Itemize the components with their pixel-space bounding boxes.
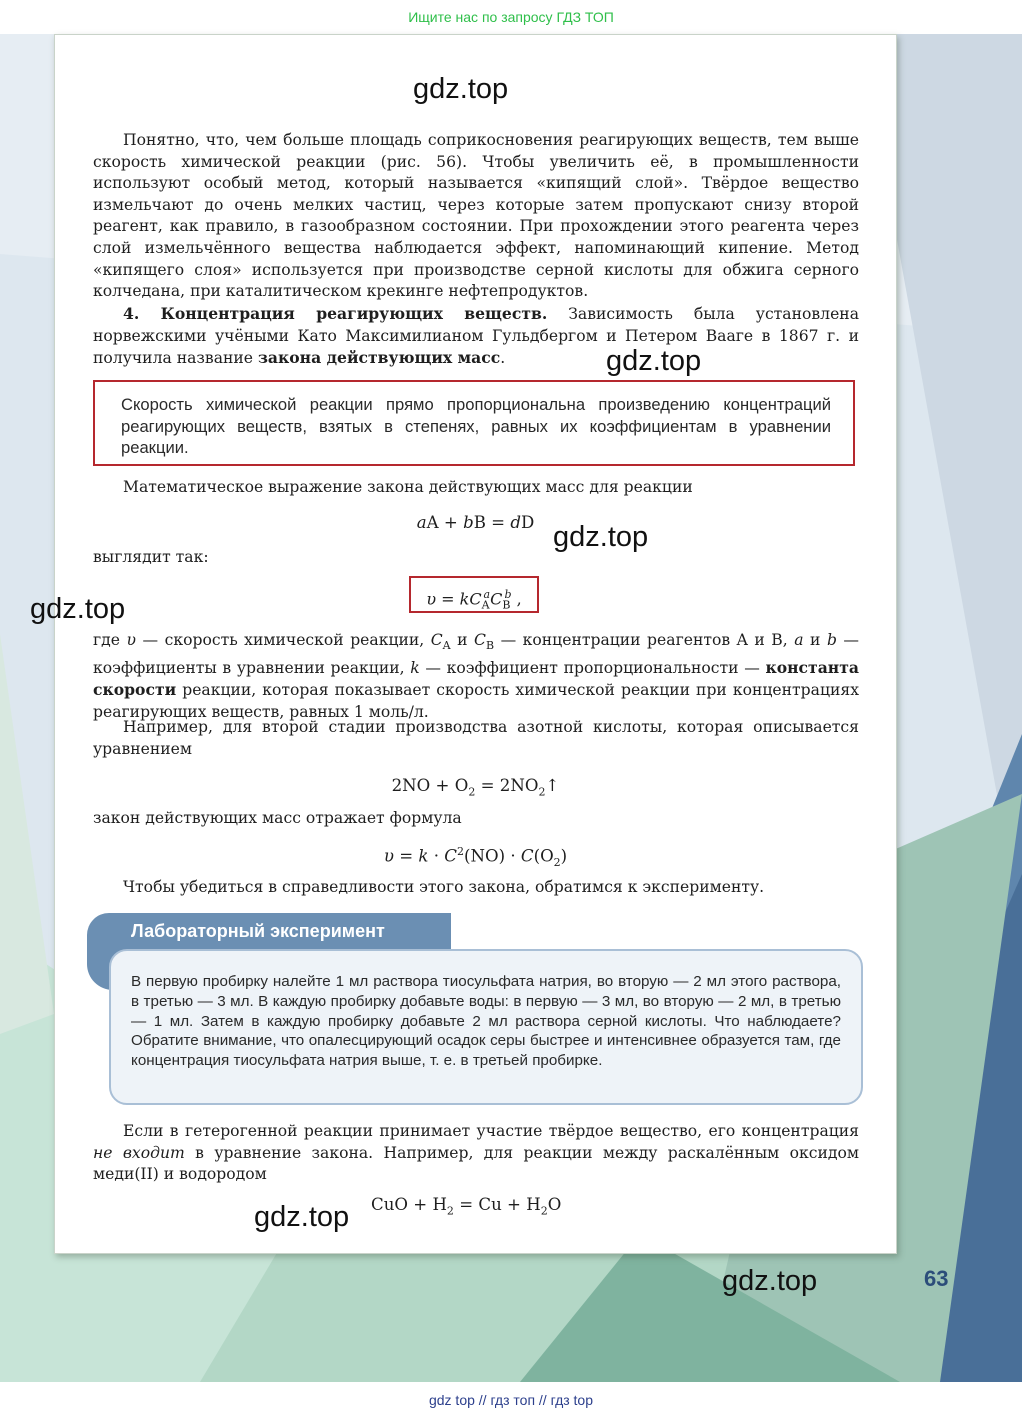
rule-box: [93, 380, 855, 466]
page-number: 63: [924, 1266, 949, 1291]
lab-text: В первую пробирку налейте 1 мл раствора тиосульфата натрия, во вторую — 2 мл этого раствора, в третью — 3 мл. В каждую пробирку добавьте воды: в первую — 3 мл, во вторую — 2 мл, в третью — 1 мл. Затем в каждую пробирку добавьте 2 мл раствора серной кислоты. Что наблюдаете? Обратите внимание, что опалесцирующий осадок серы быстрее и интенсивнее образуется там, где концентрация тиосульфата натрия выше, т. е. в третьей пробирке.: [131, 973, 841, 1070]
paragraph-definitions: где υ — скорость химической реакции, $C_A$ и $C_B$ — концентрации реагентов A и B, a и b — коэффициенты в уравнении реакции, k — коэффициент пропорциональности — константа скорости реакции, которая показывает скорость химической реакции при концентрациях реагирующих веществ, равных 1 моль/л.: [93, 631, 860, 721]
paragraph-definitions-end: реакции, которая показывает скорость химической реакции при концентрациях реагирующих веществ, равных 1 моль/л.: [93, 681, 859, 721]
paragraph-math-expression: Математическое выражение закона действующих масс для реакции: [123, 478, 693, 496]
paragraph-law-reflects: закон действующих масс отражает формула: [93, 809, 462, 827]
watermark: gdz.top: [30, 593, 126, 625]
watermark: gdz.top: [553, 521, 649, 553]
paragraph-heterogeneous: Если в гетерогенной реакции принимает участие твёрдое вещество, его концентрация не входит в уравнение закона. Например, для реакции между раскалённым оксидом меди(II) и водородом: [93, 1122, 859, 1184]
watermark: gdz.top: [254, 1201, 350, 1233]
paragraph-concentration: [93, 303, 859, 370]
paragraph-fluidized-bed: Понятно, что, чем больше площадь соприкосновения реагирующих веществ, тем выше скорость химической реакции (рис. 56). Чтобы увеличить её, в промышленности используют особый метод, который называется «кипящий слой». Твёрдое вещество измельчают до очень мелких частиц, через которые затем пропускают снизу второй реагент, как правило, в газообразном состоянии. При прохождении этого реагента через слой измельчённого вещества наблюдается эффект, напоминающий кипение. Метод «кипящего слоя» используется при производстве серной кислоты для обжига серного колчедана, при каталитическом крекинге нефтепродуктов.: [93, 131, 859, 301]
formula-cuo-reduction: CuO + $H_2 = Cu + H_2O$: [371, 1195, 562, 1218]
watermark: gdz.top: [722, 1265, 818, 1297]
formula-reaction-general: aA + bB = dD: [416, 513, 535, 532]
paragraph-concentration-end: .: [500, 349, 506, 368]
formula-no-rate: $\upsilon = k \cdot C^2(NO) \cdot C(O_2)$: [383, 845, 568, 869]
paragraph-nitric-acid: Например, для второй стадии производства азотной кислоты, которая описывается уравнением: [93, 718, 859, 758]
section-heading: 4. Концентрация реагирующих веществ.: [123, 304, 548, 323]
lab-title: Лабораторный эксперимент: [131, 921, 385, 941]
emphasis-not-included: не входит: [93, 1143, 185, 1162]
paragraph-experiment-intro: Чтобы убедиться в справедливости этого закона, обратимся к эксперименту.: [123, 878, 765, 896]
lab-experiment-box: [109, 949, 863, 1105]
paragraph-looks-like: выглядит так:: [93, 548, 209, 566]
term-mass-action-law: закона действующих масс: [257, 348, 501, 368]
textbook-page: [54, 34, 897, 1254]
term-rate-constant: константа скорости: [93, 657, 859, 700]
paragraph-concentration-body: Зависимость была установлена норвежскими учёными Като Максимилианом Гульдбергом и Петером Вааге в 1867 г. и получила название: [93, 305, 859, 368]
formula-no-oxidation: $2NO + O_2$ = $2NO_2↑$: [391, 776, 560, 799]
footer-text: gdz top // гдз топ // гдз top: [428, 1392, 594, 1408]
watermark: gdz.top: [413, 73, 509, 105]
banner-text: Ищите нас по запросу ГДЗ ТОП: [408, 9, 614, 25]
rule-text: Скорость химической реакции прямо пропорциональна произведению концентраций реагирующих веществ, взятых в степенях, равных их коэффициентам в уравнении реакции.: [121, 395, 831, 458]
formula-rate-law-box: $\upsilon = kC_A^aC_B^b$ ,: [409, 576, 539, 613]
top-banner: [0, 0, 1022, 34]
watermark: gdz.top: [606, 345, 702, 377]
footer-bar: [0, 1382, 1022, 1416]
